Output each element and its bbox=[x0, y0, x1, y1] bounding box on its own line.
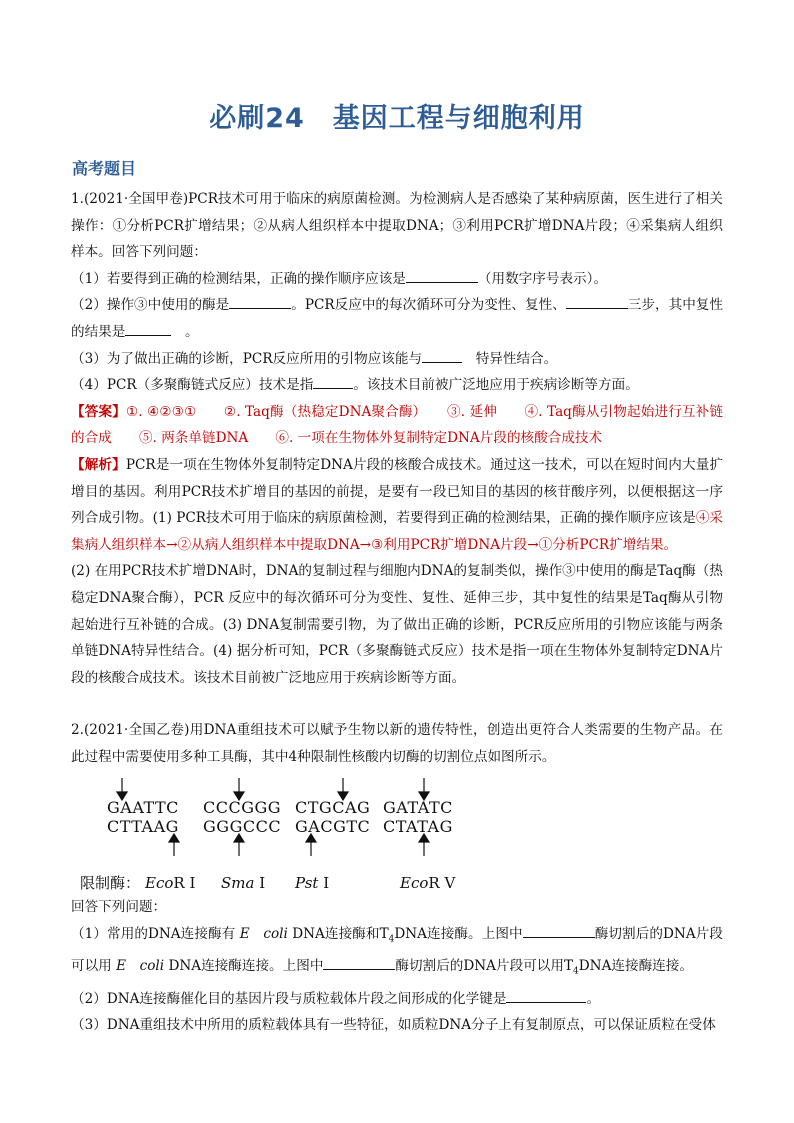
enzyme-name: EcoR I bbox=[145, 874, 196, 893]
analysis-highlight: ④采集病人组织样本→②从病人组织样本中提取DNA→③利用PCR扩增DNA片段→①分析PCR扩增结果。 bbox=[71, 510, 724, 553]
q1-answer bbox=[71, 399, 723, 452]
enzyme-name: Pst I bbox=[295, 874, 330, 893]
recognition-sequence: GATATC CTATAG bbox=[383, 798, 453, 837]
restriction-site-figure bbox=[71, 774, 471, 868]
q1-subquestion-3: （3）为了做出正确的诊断，PCR反应所用的引物应该能与 特异性结合。 bbox=[71, 346, 723, 373]
recognition-sequence: CCCGGG GGGCCC bbox=[203, 798, 282, 837]
answer-blank bbox=[422, 348, 462, 363]
enzyme-name: EcoR V bbox=[400, 874, 456, 893]
answer-blank bbox=[125, 321, 171, 336]
answer-tag: 【答案】 bbox=[71, 403, 126, 420]
q1-analysis: 【解析】PCR是一项在生物体外复制特定DNA片段的核酸合成技术。通过这一技术，可以在短时间内大量扩增目的基因。利用PCR技术扩增目的基因的前提，是要有一段已知目的基因的核苷酸序列，以便根据这一序列合成引物。(1) PCR技术可用于临床的病原菌检测，若要得到正确的检测结果，正确的操作顺序应该是④采集病人组织样本→②从病人组织样本中提取DNA→③利用PCR扩增DNA片段→①分析PCR扩增结果。 bbox=[71, 456, 724, 553]
analysis-tag: 【解析】 bbox=[71, 456, 126, 473]
q2-stem: 2.(2021·全国乙卷)用DNA重组技术可以赋予生物以新的遗传特性，创造出更符合人类需要的生物产品。在此过程中需要使用多种工具酶，其中4种限制性核酸内切酶的切割位点如图所示。 bbox=[71, 722, 723, 765]
answer-blank bbox=[523, 923, 595, 938]
answer-blank bbox=[229, 294, 291, 309]
q1-analysis-continued: (2) 在用PCR技术扩增DNA时，DNA的复制过程与细胞内DNA的复制类似，操作③中使用的酶是Taq酶（热稳定DNA聚合酶），PCR 反应中的每次循环可分为变性、复性、延伸三步，其中复性的结果是Taq酶从引物起始进行互补链的合成。(3) DNA复制需要引物，为了做出正确的诊断，PCR反应所用的引物应该能与两条单链DNA特异性结合。(4) 据分析可知，PCR（多聚酶链式反应）技术是指一项在生物体外复制特定DNA片段的核酸合成技术。该技术目前被广泛地应用于疾病诊断等方面。 bbox=[71, 563, 723, 686]
answer-blank bbox=[323, 955, 395, 970]
answer-blank bbox=[406, 268, 478, 283]
q2-prompt: 回答下列问题： bbox=[71, 899, 167, 916]
q1-subquestion-4: （4）PCR（多聚酶链式反应）技术是指 。该技术目前被广泛地应用于疾病诊断等方面。 bbox=[71, 372, 723, 399]
document-body bbox=[71, 186, 723, 1039]
q1-subquestion-2: （2）操作③中使用的酶是 。PCR反应中的每次循环可分为变性、复性、 三步，其中复性的结果是 。 bbox=[71, 292, 723, 345]
page-title: 必刷24 基因工程与细胞利用 bbox=[209, 103, 585, 134]
enzyme-label: 限制酶： bbox=[80, 874, 141, 893]
answer-blank bbox=[566, 294, 628, 309]
enzyme-name: Sma I bbox=[221, 874, 266, 893]
q1-stem: 1.(2021·全国甲卷)PCR技术可用于临床的病原菌检测。为检测病人是否感染了某种病原菌，医生进行了相关操作：①分析PCR扩增结果；②从病人组织样本中提取DNA；③利用PCR扩增DNA片段；④采集病人组织样本。回答下列问题： bbox=[71, 191, 723, 261]
answer-blank bbox=[313, 374, 353, 389]
recognition-sequence: GAATTC CTTAAG bbox=[107, 798, 179, 837]
section-heading: 高考题目 bbox=[72, 159, 137, 178]
enzyme-row bbox=[71, 870, 723, 894]
q2-subquestion-1: （1）常用的DNA连接酶有 E coli DNA连接酶和$T_4DNA$连接酶。上图中 酶切割后的DNA片段可以用 E coli DNA连接酶连接。上图中 酶切割后的DNA片段可以用$T_4DNA$连接酶连接。 bbox=[71, 921, 723, 986]
answer-text: ①. ④②③① ②. Taq酶（热稳定DNA聚合酶） ③. 延伸 ④. Taq酶从引物起始进行互补链的合成 ⑤. 两条单链DNA ⑥. 一项在生物体外复制特定DNA片段的核酸合成技术 bbox=[71, 403, 724, 447]
answer-blank bbox=[506, 988, 586, 1003]
recognition-sequence: CTGCAG GACGTC bbox=[295, 798, 371, 837]
q2-subquestion-3: （3）DNA重组技术中所用的质粒载体具有一些特征，如质粒DNA分子上有复制原点，可以保证质粒在受体 bbox=[71, 1017, 716, 1034]
q1-subquestion-1: （1）若要得到正确的检测结果，正确的操作顺序应该是 （用数字序号表示）。 bbox=[71, 266, 723, 293]
q2-subquestion-2: （2）DNA连接酶催化目的基因片段与质粒载体片段之间形成的化学键是 。 bbox=[71, 986, 723, 1013]
